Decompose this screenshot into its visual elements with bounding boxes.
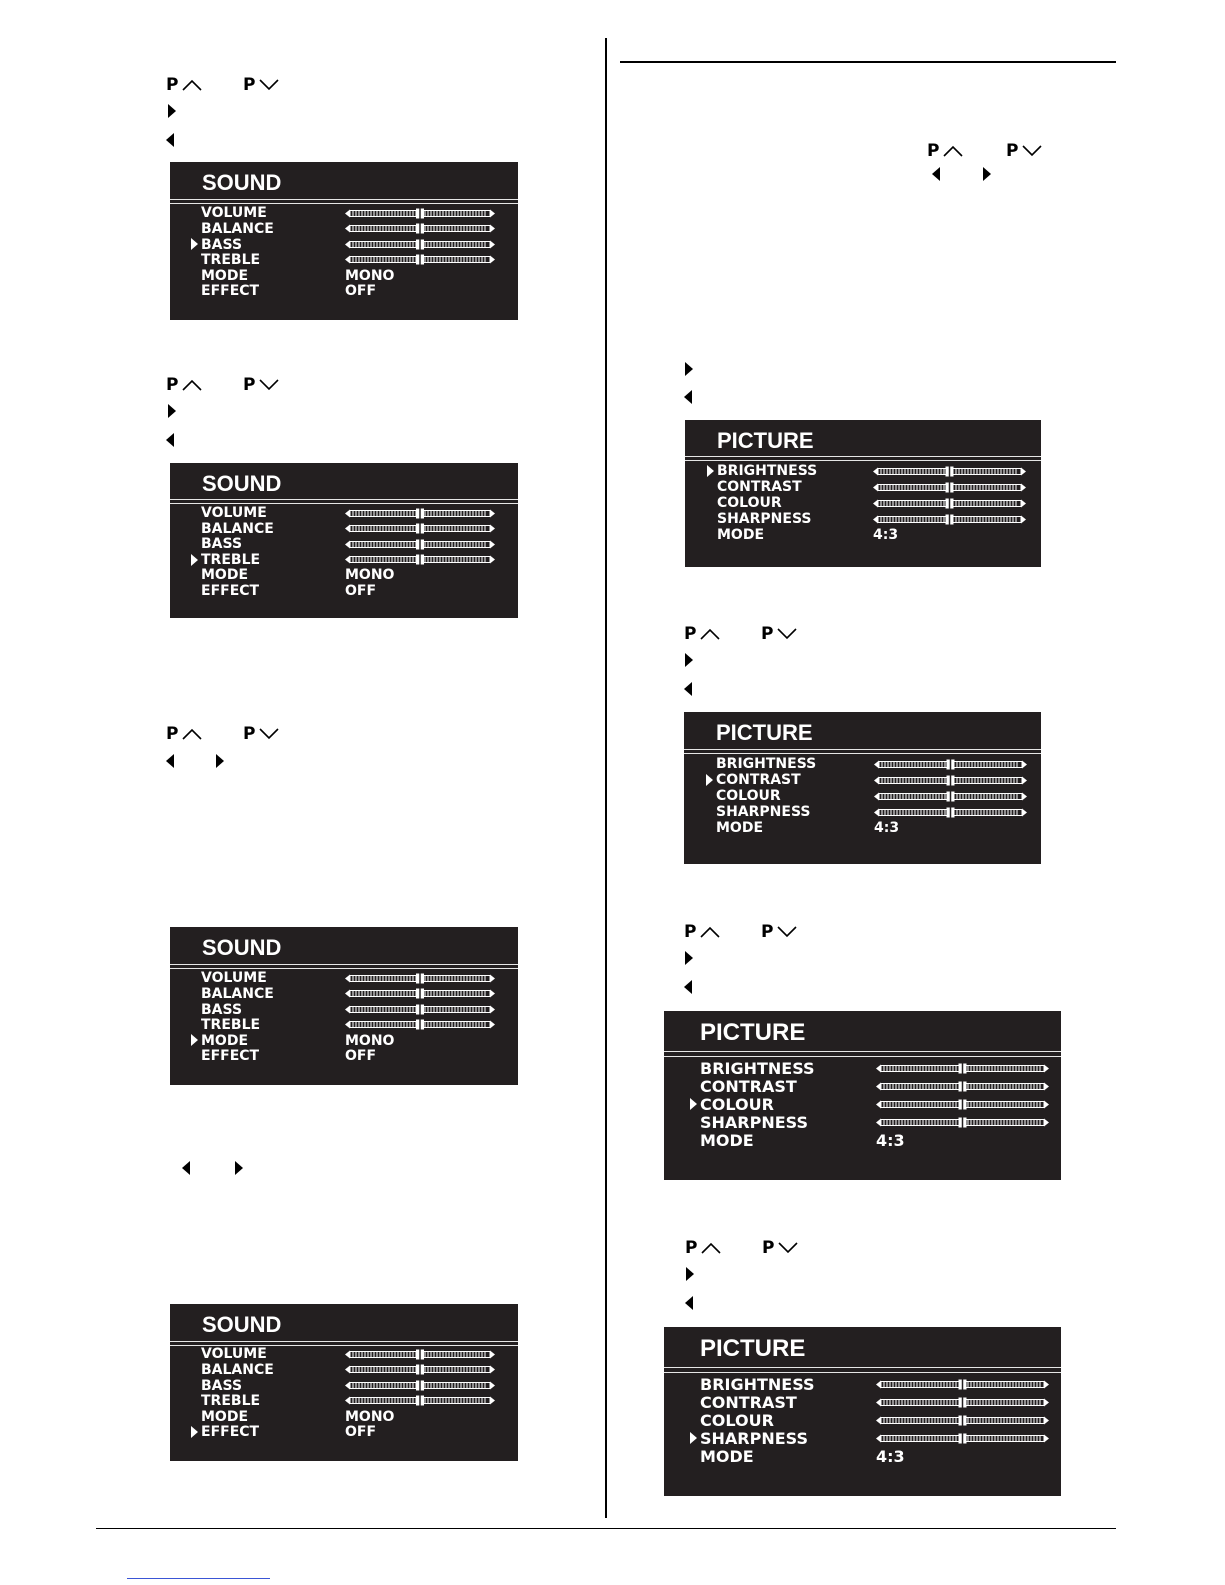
slider-right-arrow [490, 1381, 495, 1389]
menu-title-divider [170, 499, 518, 500]
menu-title-divider [170, 503, 518, 504]
right-arrow-icon [168, 104, 176, 118]
slider-right-arrow [1044, 1416, 1049, 1424]
menu-item-colour: COLOUR [717, 495, 782, 512]
slider-left-arrow [345, 540, 350, 548]
mode-value: 4:3 [874, 820, 900, 837]
effect-value: OFF [345, 582, 377, 599]
menu-item-effect: EFFECT [201, 283, 260, 300]
picture-menu-screen [684, 712, 1041, 864]
menu-title: SOUND [202, 170, 282, 195]
menu-item-balance: BALANCE [201, 1361, 274, 1378]
right-arrow-icon [983, 167, 991, 181]
footer-link-line [127, 1578, 270, 1579]
p-key-label: P [166, 375, 179, 395]
level-slider [345, 1348, 495, 1361]
sound-menu-screen [170, 162, 518, 320]
sound-menu-screen [170, 1304, 518, 1461]
p-key-label: P [243, 75, 256, 95]
right-arrow-icon [216, 754, 224, 768]
menu-item-effect: EFFECT [201, 582, 260, 599]
left-arrow-icon [166, 754, 174, 768]
level-slider [876, 1431, 1049, 1446]
slider-right-arrow [1044, 1398, 1049, 1406]
slider-left-arrow [873, 499, 878, 507]
menu-title-divider [170, 964, 518, 965]
menu-item-volume: VOLUME [201, 970, 267, 987]
selection-cursor-icon [707, 465, 714, 477]
menu-title-divider [684, 749, 1041, 750]
slider-right-arrow [1022, 760, 1027, 768]
slider-right-arrow [490, 556, 495, 564]
level-slider [345, 507, 495, 520]
level-slider [345, 207, 495, 220]
level-slider [345, 1018, 495, 1031]
program-up-key [684, 922, 696, 942]
program-up-key [166, 375, 178, 395]
level-slider [345, 238, 495, 251]
slider-left-arrow [345, 256, 350, 264]
program-up-key [166, 724, 178, 744]
menu-title: SOUND [202, 935, 282, 960]
p-key-label: P [243, 375, 256, 395]
effect-value: OFF [345, 1424, 377, 1441]
slider-left-arrow [345, 1005, 350, 1013]
slider-right-arrow [1021, 515, 1026, 523]
slider-right-arrow [490, 1350, 495, 1358]
chevron-down-icon [259, 378, 279, 392]
program-up-key [927, 141, 939, 161]
menu-title-divider [664, 1367, 1061, 1368]
level-slider [874, 790, 1027, 803]
menu-title: PICTURE [717, 428, 814, 453]
slider-right-arrow [1044, 1082, 1049, 1090]
program-down-key [243, 375, 255, 395]
menu-title-divider [685, 456, 1041, 457]
program-up-key [166, 75, 178, 95]
slider-left-arrow [876, 1100, 881, 1108]
menu-item-bass: BASS [201, 1001, 243, 1018]
left-arrow-icon [166, 433, 174, 447]
slider-left-arrow [876, 1118, 881, 1126]
slider-left-arrow [874, 776, 879, 784]
program-down-key [762, 1238, 774, 1258]
right-arrow-icon [168, 404, 176, 418]
p-key-label: P [684, 624, 697, 644]
p-key-label: P [762, 1238, 775, 1258]
menu-item-colour: COLOUR [700, 1411, 774, 1431]
slider-right-arrow [490, 209, 495, 217]
slider-left-arrow [345, 225, 350, 233]
menu-item-sharpness: SHARPNESS [700, 1429, 808, 1449]
left-arrow-icon [685, 1296, 693, 1310]
menu-title-divider [664, 1051, 1061, 1052]
menu-title-divider [170, 199, 518, 200]
menu-item-contrast: CONTRAST [716, 772, 801, 789]
right-arrow-icon [685, 951, 693, 965]
menu-item-volume: VOLUME [201, 205, 267, 222]
program-down-key [243, 75, 255, 95]
level-slider [345, 1003, 495, 1016]
menu-title-divider [170, 203, 518, 204]
right-arrow-icon [235, 1161, 243, 1175]
slider-left-arrow [345, 556, 350, 564]
slider-right-arrow [490, 1021, 495, 1029]
chevron-down-icon [259, 727, 279, 741]
slider-right-arrow [1021, 467, 1026, 475]
slider-left-arrow [345, 509, 350, 517]
level-slider [345, 1394, 495, 1407]
selection-cursor-icon [191, 554, 198, 566]
slider-left-arrow [876, 1398, 881, 1406]
slider-left-arrow [876, 1434, 881, 1442]
slider-right-arrow [1044, 1380, 1049, 1388]
program-up-key [685, 1238, 697, 1258]
level-slider [876, 1115, 1049, 1130]
slider-right-arrow [1022, 792, 1027, 800]
program-down-key [761, 922, 773, 942]
slider-right-arrow [1021, 499, 1026, 507]
level-slider [345, 253, 495, 266]
column-divider [605, 38, 607, 1518]
chevron-down-icon [777, 627, 797, 641]
chevron-down-icon [777, 925, 797, 939]
chevron-down-icon [778, 1241, 798, 1255]
slider-left-arrow [873, 467, 878, 475]
level-slider [873, 465, 1026, 478]
slider-left-arrow [873, 483, 878, 491]
menu-item-sharpness: SHARPNESS [717, 511, 812, 528]
mode-value: MONO [345, 1032, 395, 1049]
slider-left-arrow [876, 1416, 881, 1424]
slider-right-arrow [490, 990, 495, 998]
level-slider [345, 1379, 495, 1392]
right-arrow-icon [685, 653, 693, 667]
left-arrow-icon [182, 1161, 190, 1175]
p-key-label: P [166, 75, 179, 95]
slider-left-arrow [345, 1397, 350, 1405]
left-arrow-icon [684, 390, 692, 404]
left-arrow-icon [684, 980, 692, 994]
slider-right-arrow [490, 1397, 495, 1405]
menu-title-divider [684, 753, 1041, 754]
left-arrow-icon [166, 133, 174, 147]
slider-left-arrow [345, 1021, 350, 1029]
menu-item-volume: VOLUME [201, 505, 267, 522]
level-slider [876, 1097, 1049, 1112]
menu-title: PICTURE [700, 1335, 806, 1362]
slider-right-arrow [1022, 808, 1027, 816]
slider-right-arrow [1044, 1064, 1049, 1072]
p-key-label: P [761, 624, 774, 644]
menu-title-divider [664, 1372, 1061, 1373]
slider-right-arrow [490, 256, 495, 264]
menu-item-bass: BASS [201, 236, 243, 253]
slider-right-arrow [490, 1366, 495, 1374]
chevron-up-icon [182, 78, 202, 92]
menu-item-mode: MODE [700, 1131, 754, 1151]
slider-right-arrow [490, 225, 495, 233]
slider-left-arrow [876, 1380, 881, 1388]
program-down-key [761, 624, 773, 644]
selection-cursor-icon [191, 1034, 198, 1046]
mode-value: MONO [345, 567, 395, 584]
slider-right-arrow [490, 240, 495, 248]
menu-item-balance: BALANCE [201, 520, 274, 537]
p-key-label: P [1006, 141, 1019, 161]
menu-item-effect: EFFECT [201, 1048, 260, 1065]
slider-right-arrow [490, 1005, 495, 1013]
selection-cursor-icon [191, 238, 198, 250]
slider-right-arrow [490, 540, 495, 548]
level-slider [345, 972, 495, 985]
chevron-down-icon [259, 78, 279, 92]
slider-right-arrow [490, 509, 495, 517]
slider-right-arrow [1044, 1434, 1049, 1442]
slider-left-arrow [876, 1082, 881, 1090]
level-slider [873, 513, 1026, 526]
mode-value: MONO [345, 267, 395, 284]
level-slider [876, 1395, 1049, 1410]
p-key-label: P [927, 141, 940, 161]
menu-title-divider [685, 460, 1041, 461]
menu-title: PICTURE [716, 720, 813, 745]
slider-left-arrow [345, 209, 350, 217]
chevron-up-icon [700, 627, 720, 641]
level-slider [874, 758, 1027, 771]
slider-left-arrow [345, 240, 350, 248]
chevron-up-icon [943, 144, 963, 158]
level-slider [345, 522, 495, 535]
menu-title-divider [664, 1056, 1061, 1057]
menu-item-sharpness: SHARPNESS [716, 804, 811, 821]
mode-value: 4:3 [876, 1131, 905, 1151]
menu-item-treble: TREBLE [201, 551, 261, 568]
footer-rule [96, 1528, 1116, 1529]
menu-item-brightness: BRIGHTNESS [700, 1059, 815, 1079]
menu-item-bass: BASS [201, 1377, 243, 1394]
program-up-key [684, 624, 696, 644]
right-arrow-icon [685, 362, 693, 376]
slider-left-arrow [345, 1381, 350, 1389]
slider-left-arrow [874, 760, 879, 768]
slider-left-arrow [345, 990, 350, 998]
slider-left-arrow [345, 1366, 350, 1374]
menu-item-mode: MODE [201, 267, 249, 284]
chevron-down-icon [1022, 144, 1042, 158]
selection-cursor-icon [706, 774, 713, 786]
menu-item-treble: TREBLE [201, 252, 261, 269]
menu-item-mode: MODE [717, 527, 765, 544]
p-key-label: P [685, 1238, 698, 1258]
p-key-label: P [243, 724, 256, 744]
menu-title: SOUND [202, 1312, 282, 1337]
menu-item-contrast: CONTRAST [700, 1393, 797, 1413]
menu-item-treble: TREBLE [201, 1017, 261, 1034]
menu-item-colour: COLOUR [700, 1095, 774, 1115]
picture-menu-screen [664, 1327, 1061, 1496]
slider-left-arrow [876, 1064, 881, 1072]
menu-item-contrast: CONTRAST [700, 1077, 797, 1097]
chevron-up-icon [701, 1241, 721, 1255]
level-slider [876, 1061, 1049, 1076]
level-slider [345, 553, 495, 566]
menu-item-brightness: BRIGHTNESS [700, 1375, 815, 1395]
slider-left-arrow [345, 1350, 350, 1358]
menu-item-bass: BASS [201, 536, 243, 553]
mode-value: 4:3 [873, 527, 899, 544]
effect-value: OFF [345, 1048, 377, 1065]
selection-cursor-icon [690, 1432, 697, 1444]
menu-item-mode: MODE [201, 1408, 249, 1425]
chevron-up-icon [182, 727, 202, 741]
menu-title-divider [170, 968, 518, 969]
level-slider [345, 222, 495, 235]
menu-item-mode: MODE [201, 1032, 249, 1049]
menu-title-divider [170, 1341, 518, 1342]
slider-left-arrow [345, 974, 350, 982]
menu-item-mode: MODE [716, 820, 764, 837]
menu-title: SOUND [202, 471, 282, 496]
slider-right-arrow [490, 525, 495, 533]
picture-menu-screen [664, 1011, 1061, 1180]
menu-item-mode: MODE [201, 567, 249, 584]
level-slider [873, 497, 1026, 510]
menu-item-volume: VOLUME [201, 1346, 267, 1363]
program-down-key [1006, 141, 1018, 161]
menu-item-contrast: CONTRAST [717, 479, 802, 496]
menu-item-treble: TREBLE [201, 1393, 261, 1410]
menu-item-colour: COLOUR [716, 788, 781, 805]
sound-menu-screen [170, 463, 518, 618]
slider-left-arrow [874, 808, 879, 816]
level-slider [345, 987, 495, 1000]
menu-item-brightness: BRIGHTNESS [717, 463, 818, 480]
menu-item-brightness: BRIGHTNESS [716, 756, 817, 773]
menu-item-sharpness: SHARPNESS [700, 1113, 808, 1133]
slider-right-arrow [1044, 1100, 1049, 1108]
p-key-label: P [761, 922, 774, 942]
level-slider [873, 481, 1026, 494]
picture-menu-screen [685, 420, 1041, 567]
level-slider [345, 1363, 495, 1376]
mode-value: 4:3 [876, 1447, 905, 1467]
left-arrow-icon [932, 167, 940, 181]
menu-item-effect: EFFECT [201, 1424, 260, 1441]
slider-right-arrow [1022, 776, 1027, 784]
p-key-label: P [166, 724, 179, 744]
sound-menu-screen [170, 927, 518, 1085]
slider-right-arrow [1044, 1118, 1049, 1126]
program-down-key [243, 724, 255, 744]
section-rule [620, 61, 1116, 63]
level-slider [876, 1079, 1049, 1094]
menu-item-mode: MODE [700, 1447, 754, 1467]
p-key-label: P [684, 922, 697, 942]
level-slider [874, 774, 1027, 787]
right-arrow-icon [686, 1267, 694, 1281]
slider-left-arrow [345, 525, 350, 533]
slider-right-arrow [1021, 483, 1026, 491]
slider-left-arrow [874, 792, 879, 800]
chevron-up-icon [700, 925, 720, 939]
left-arrow-icon [684, 682, 692, 696]
level-slider [345, 538, 495, 551]
level-slider [876, 1413, 1049, 1428]
menu-item-balance: BALANCE [201, 985, 274, 1002]
effect-value: OFF [345, 283, 377, 300]
chevron-up-icon [182, 378, 202, 392]
slider-left-arrow [873, 515, 878, 523]
menu-title: PICTURE [700, 1019, 806, 1046]
selection-cursor-icon [191, 1426, 198, 1438]
selection-cursor-icon [690, 1098, 697, 1110]
level-slider [876, 1377, 1049, 1392]
slider-right-arrow [490, 974, 495, 982]
mode-value: MONO [345, 1408, 395, 1425]
menu-item-balance: BALANCE [201, 220, 274, 237]
level-slider [874, 806, 1027, 819]
